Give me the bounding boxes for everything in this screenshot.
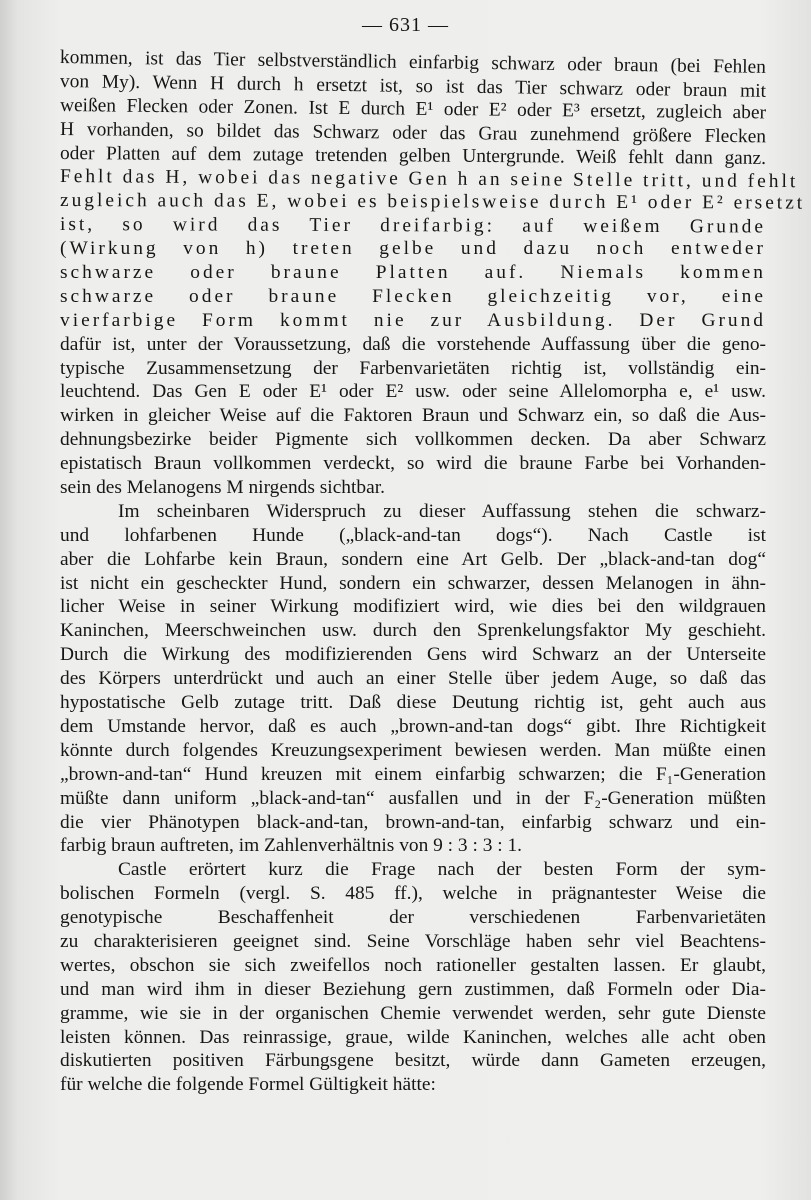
text-line: oder Platten auf dem zutage tretenden gelben Untergrunde. Weiß fehlt dann ganz. [59,142,767,169]
text-line: dehnungsbezirke beider Pigmente sich vollkommen decken. Da aber Schwarz [60,429,766,451]
text-line: dem Umstande hervor, daß es auch „brown-and-tan dogs“ gibt. Ihre Richtigkeit [60,715,766,737]
text-line: diskutierten positiven Färbungsgene besitzt, würde dann Gameten erzeugen, [60,1050,766,1072]
text-line: kommen, ist das Tier selbstverständlich einfarbig schwarz oder braun (bei Fehlen [59,47,767,78]
text-line: wirken in gleicher Weise auf die Faktoren Braun und Schwarz ein, so daß die Aus- [60,405,766,427]
text-line: schwarze oder braune Platten auf. Niemals kommen [60,262,766,284]
text-line: farbig braun auftreten, im Zahlenverhältnis von 9 : 3 : 3 : 1. [60,835,523,857]
text-line: könnte durch folgendes Kreuzungsexperiment bewiesen werden. Man müßte einen [60,739,766,761]
text-line: und lohfarbenen Hunde („black-and-tan dogs“). Nach Castle ist [60,524,766,546]
text-line: die vier Phänotypen black-and-tan, brown-and-tan, einfarbig schwarz und ein- [60,811,766,833]
text-line: dafür ist, unter der Voraussetzung, daß die vorstehende Auffassung über die geno- [60,333,766,355]
text-line: H vorhanden, so bildet das Schwarz oder das Grau zunehmend größere Flecken [59,118,767,148]
text-line: aber die Lohfarbe kein Braun, sondern eine Art Gelb. Der „black-and-tan dog“ [60,548,766,570]
text-line: für welche die folgende Formel Gültigkeit hätte: [60,1074,436,1096]
text-line: genotypische Beschaffenheit der verschiedenen Farbenvarietäten [60,907,766,929]
text-line: (Wirkung von h) treten gelbe und dazu noch entweder [60,238,766,260]
text-line: von My). Wenn H durch h ersetzt ist, so ist das Tier schwarz oder braun mit [59,70,767,102]
page-number: — 631 — [362,14,449,36]
text-line: wertes, obschon sie sich zweifellos noch rationeller gestalten lassen. Er glaubt, [60,954,766,976]
text-line: licher Weise in seiner Wirkung modifiziert wird, wie dies bei den wildgrauen [60,596,766,618]
text-line: epistatisch Braun vollkommen verdeckt, so wird die braune Farbe bei Vorhanden- [60,453,766,475]
text-line: vierfarbige Form kommt nie zur Ausbildung. Der Grund [60,309,766,331]
text-line: leuchtend. Das Gen E oder E¹ oder E² usw. oder seine Allelomorpha e, e¹ usw. [60,381,766,403]
text-line: zugleich auch das E, wobei es beispielsweise durch E¹ oder E² ersetzt [59,190,806,214]
text-line: ist, so wird das Tier dreifarbig: auf weißem Grunde [59,214,767,238]
text-line: müßte dann uniform „black-and-tan“ ausfallen und in der F₂-Generation müßten [60,787,766,809]
text-line: ist nicht ein gescheckter Hund, sondern ein schwarzer, dessen Melanogen in ähn- [60,572,766,594]
text-line: Fehlt das H, wobei das negative Gen h an seine Stelle tritt, und fehlt [59,166,799,193]
text-line: Im scheinbaren Widerspruch zu dieser Auffassung stehen die schwarz- [118,500,766,522]
text-line: leisten können. Das reinrassige, graue, wilde Kaninchen, welches alle acht oben [60,1026,766,1048]
text-line: bolischen Formeln (vergl. S. 485 ff.), welche in prägnantester Weise die [60,883,766,905]
text-line: schwarze oder braune Flecken gleichzeitig vor, eine [60,285,766,307]
text-line: und man wird ihm in dieser Beziehung gern zustimmen, daß Formeln oder Dia- [60,978,766,1000]
text-line: des Körpers unterdrückt und auch an einer Stelle über jedem Auge, so daß das [60,668,766,690]
text-line: Durch die Wirkung des modifizierenden Gens wird Schwarz an der Unterseite [60,644,766,666]
text-line: „brown-and-tan“ Hund kreuzen mit einem einfarbig schwarzen; die F₁-Generation [60,763,766,785]
text-line: sein des Melanogens M nirgends sichtbar. [60,477,385,499]
text-line: weißen Flecken oder Zonen. Ist E durch E¹ oder E² oder E³ ersetzt, zugleich aber [59,94,767,124]
text-line: hypostatische Gelb zutage tritt. Daß diese Deutung richtig ist, geht auch aus [60,692,766,714]
text-line: Kaninchen, Meerschweinchen usw. durch den Sprenkelungsfaktor My geschieht. [60,620,766,642]
body-text [59,46,806,1097]
text-line: Castle erörtert kurz die Frage nach der besten Form der sym- [118,859,766,881]
text-line: gramme, wie sie in der organischen Chemie verwendet werden, sehr gute Dienste [60,1002,766,1024]
text-line: zu charakterisieren geeignet sind. Seine Vorschläge haben sehr viel Beachtens- [60,930,766,952]
text-line: typische Zusammensetzung der Farbenvarietäten richtig ist, vollständig ein- [60,357,766,379]
